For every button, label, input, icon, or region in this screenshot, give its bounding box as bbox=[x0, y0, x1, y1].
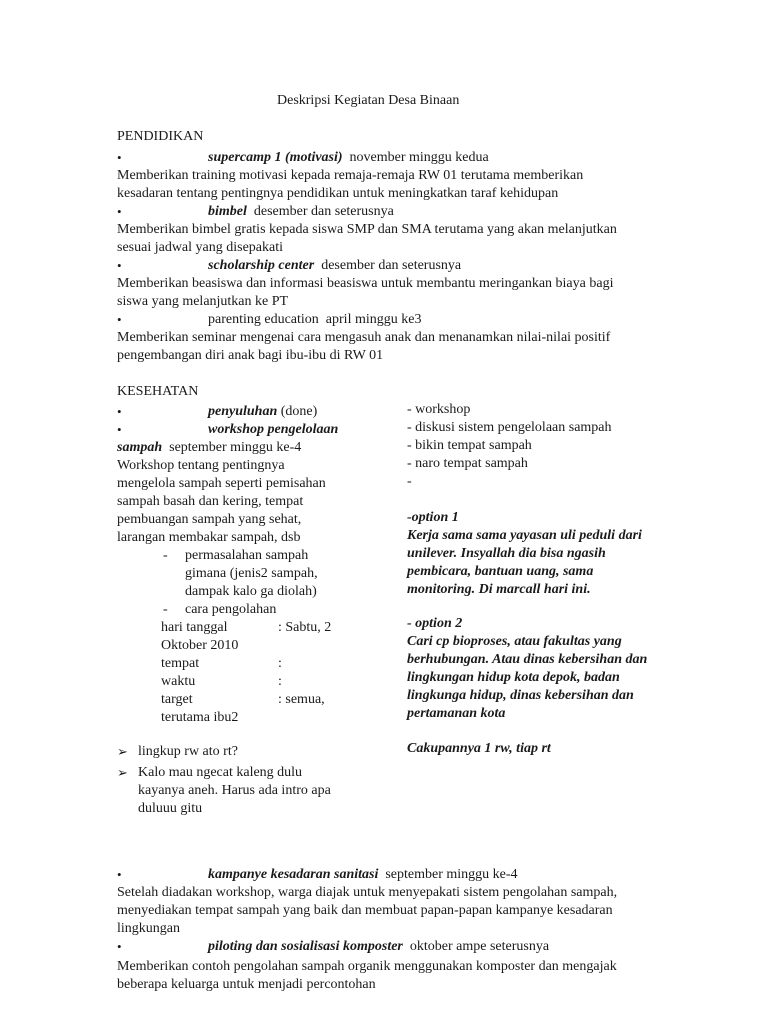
list-item-title: sampah september minggu ke-4 bbox=[117, 440, 302, 455]
list-item-desc: menyediakan tempat sampah yang baik dan membuat papan-papan kampanye kesadaran bbox=[117, 903, 613, 918]
coverage-note: Cakupannya 1 rw, tiap rt bbox=[407, 741, 551, 756]
list-item-desc: pembuangan sampah yang sehat, bbox=[117, 512, 302, 527]
note-item: duluuu gitu bbox=[138, 801, 203, 816]
list-item-desc: sesuai jadwal yang disepakati bbox=[117, 240, 284, 255]
option-1-text: monitoring. Di marcall hari ini. bbox=[407, 582, 591, 597]
list-item-title: penyuluhan (done) bbox=[208, 404, 318, 419]
detail-key: target bbox=[161, 692, 193, 707]
list-item-desc: Workshop tentang pentingnya bbox=[117, 458, 285, 473]
list-item-title: piloting dan sosialisasi komposter oktober ampe seterusnya bbox=[208, 939, 550, 954]
list-item-desc: kesadaran tentang pentingnya pendidikan untuk meningkatkan taraf kehidupan bbox=[117, 186, 559, 201]
bullet-icon: • bbox=[117, 258, 122, 273]
dash-icon: - bbox=[163, 602, 168, 617]
arrow-bullet-icon: ➢ bbox=[117, 744, 128, 759]
detail-key: waktu bbox=[161, 674, 196, 689]
step-item: - bbox=[407, 474, 412, 489]
option-2-text: berhubungan. Atau dinas kebersihan dan bbox=[407, 652, 648, 667]
sub-item: gimana (jenis2 sampah, bbox=[185, 566, 318, 581]
sub-item: permasalahan sampah bbox=[185, 548, 309, 563]
bullet-icon: • bbox=[117, 312, 122, 327]
step-item: - workshop bbox=[407, 402, 471, 417]
list-item-desc: beberapa keluarga untuk menjadi percontohan bbox=[117, 977, 376, 992]
note-item: kayanya aneh. Harus ada intro apa bbox=[138, 783, 331, 798]
detail-value: : bbox=[278, 656, 282, 671]
list-item-desc: Memberikan beasiswa dan informasi beasiswa untuk membantu meringankan biaya bagi bbox=[117, 276, 614, 291]
list-item-title: kampanye kesadaran sanitasi september minggu ke-4 bbox=[208, 867, 518, 882]
list-item-title: workshop pengelolaan bbox=[208, 422, 339, 437]
list-item-desc: lingkungan bbox=[117, 921, 180, 936]
arrow-bullet-icon: ➢ bbox=[117, 765, 128, 780]
step-item: - naro tempat sampah bbox=[407, 456, 528, 471]
section-heading-kesehatan: KESEHATAN bbox=[117, 384, 199, 399]
list-item-desc: Memberikan bimbel gratis kepada siswa SMP dan SMA terutama yang akan melanjutkan bbox=[117, 222, 617, 237]
document-title: Deskripsi Kegiatan Desa Binaan bbox=[277, 93, 460, 108]
list-item-desc: siswa yang melanjutkan ke PT bbox=[117, 294, 289, 309]
sub-item: cara pengolahan bbox=[185, 602, 277, 617]
detail-key: hari tanggal bbox=[161, 620, 228, 635]
option-2-text: pertamanan kota bbox=[407, 706, 506, 721]
bullet-icon: • bbox=[117, 204, 122, 219]
bullet-icon: • bbox=[117, 939, 122, 954]
bullet-icon: • bbox=[117, 404, 122, 419]
list-item-desc: larangan membakar sampah, dsb bbox=[117, 530, 301, 545]
dash-icon: - bbox=[163, 548, 168, 563]
list-item-desc: Memberikan contoh pengolahan sampah organik menggunakan komposter dan mengajak bbox=[117, 959, 617, 974]
list-item-desc: Memberikan training motivasi kepada remaja-remaja RW 01 terutama memberikan bbox=[117, 168, 584, 183]
list-item-desc: mengelola sampah seperti pemisahan bbox=[117, 476, 326, 491]
option-2-title: - option 2 bbox=[407, 616, 463, 631]
detail-value: : semua, bbox=[278, 692, 325, 707]
list-item-desc: sampah basah dan kering, tempat bbox=[117, 494, 304, 509]
option-2-text: Cari cp bioproses, atau fakultas yang bbox=[407, 634, 622, 649]
list-item-desc: Memberikan seminar mengenai cara mengasuh anak dan menanamkan nilai-nilai positif bbox=[117, 330, 611, 345]
option-1-text: unilever. Insyallah dia bisa ngasih bbox=[407, 546, 606, 561]
option-2-text: lingkunga hidup, dinas kebersihan dan bbox=[407, 688, 634, 703]
option-1-text: pembicara, bantuan uang, sama bbox=[407, 564, 594, 579]
list-item-desc: pengembangan diri anak bagi ibu-ibu di RW 01 bbox=[117, 348, 384, 363]
bullet-icon: • bbox=[117, 150, 122, 165]
detail-value: : bbox=[278, 674, 282, 689]
bullet-icon: • bbox=[117, 867, 122, 882]
detail-value: : Sabtu, 2 bbox=[278, 620, 332, 635]
bullet-icon: • bbox=[117, 422, 122, 437]
list-item-title: bimbel desember dan seterusnya bbox=[208, 204, 394, 219]
option-2-text: lingkungan hidup kota depok, badan bbox=[407, 670, 620, 685]
detail-value: Oktober 2010 bbox=[161, 638, 239, 653]
list-item-desc: Setelah diadakan workshop, warga diajak untuk menyepakati sistem pengolahan sampah, bbox=[117, 885, 618, 900]
detail-value: terutama ibu2 bbox=[161, 710, 239, 725]
detail-key: tempat bbox=[161, 656, 200, 671]
step-item: - bikin tempat sampah bbox=[407, 438, 532, 453]
list-item-title: scholarship center desember dan seterusnya bbox=[208, 258, 462, 273]
list-item-title: supercamp 1 (motivasi) november minggu kedua bbox=[208, 150, 489, 165]
section-heading-pendidikan: PENDIDIKAN bbox=[117, 129, 204, 144]
sub-item: dampak kalo ga diolah) bbox=[185, 584, 317, 599]
note-item: Kalo mau ngecat kaleng dulu bbox=[138, 765, 303, 780]
note-item: lingkup rw ato rt? bbox=[138, 744, 238, 759]
step-item: - diskusi sistem pengelolaan sampah bbox=[407, 420, 612, 435]
list-item-title: parenting education april minggu ke3 bbox=[208, 312, 422, 327]
option-1-title: -option 1 bbox=[407, 510, 459, 525]
option-1-text: Kerja sama sama yayasan uli peduli dari bbox=[407, 528, 642, 543]
